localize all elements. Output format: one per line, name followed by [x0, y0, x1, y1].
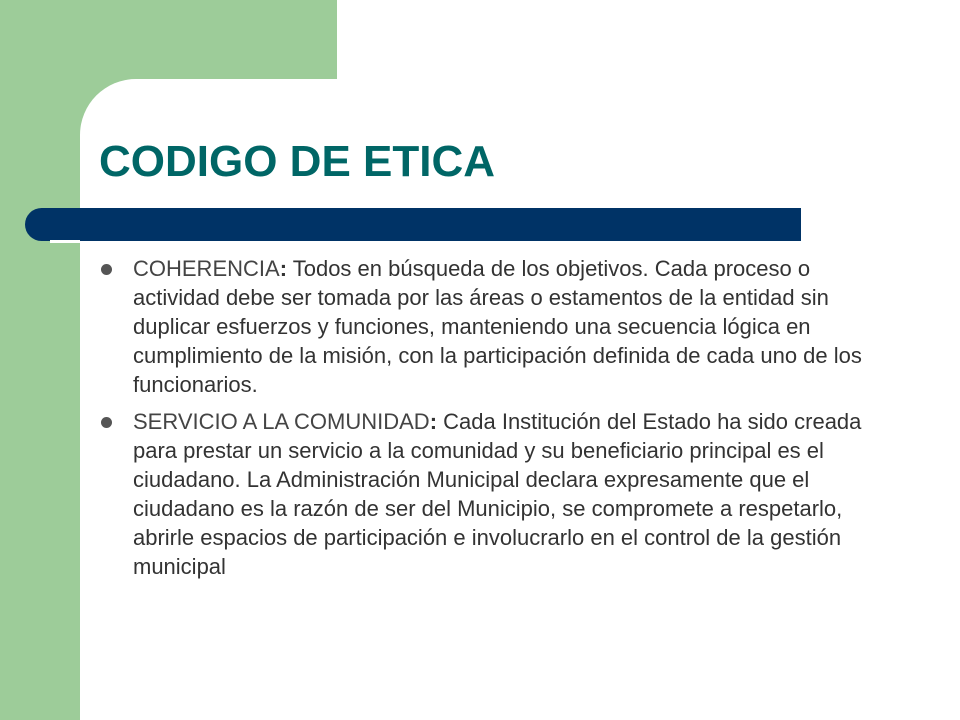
title-underline-bar	[25, 208, 801, 241]
title-bar-notch	[50, 240, 80, 243]
slide-title: CODIGO DE ETICA	[99, 137, 496, 186]
bullet-text: Cada Institución del Estado ha sido creada para prestar un servicio a la comunidad y su beneficiario principal es el ciudadano. La Administración Municipal declara expresamente que el ciudadano es la razón de ser del Municipio, se compromete a respetarlo, abrirle espacios de participación e involucrarlo en el control de la gestión municipal	[133, 409, 862, 579]
bullet-item-coherencia	[101, 254, 891, 399]
bullet-text: Todos en búsqueda de los objetivos. Cada proceso o actividad debe ser tomada por las áreas o estamentos de la entidad sin duplicar esfuerzos y funciones, manteniendo una secuencia lógica en cumplimiento de la misión, con la participación definida de cada uno de los funcionarios.	[133, 256, 862, 397]
bullet-item-servicio	[101, 407, 891, 581]
bullet-separator: :	[279, 256, 288, 281]
bullet-heading: SERVICIO A LA COMUNIDAD	[133, 409, 430, 434]
bullet-list	[101, 254, 891, 589]
bullet-dot-icon	[101, 264, 112, 275]
bullet-separator: :	[429, 409, 438, 434]
bullet-dot-icon	[101, 417, 112, 428]
bullet-heading: COHERENCIA	[133, 256, 280, 281]
